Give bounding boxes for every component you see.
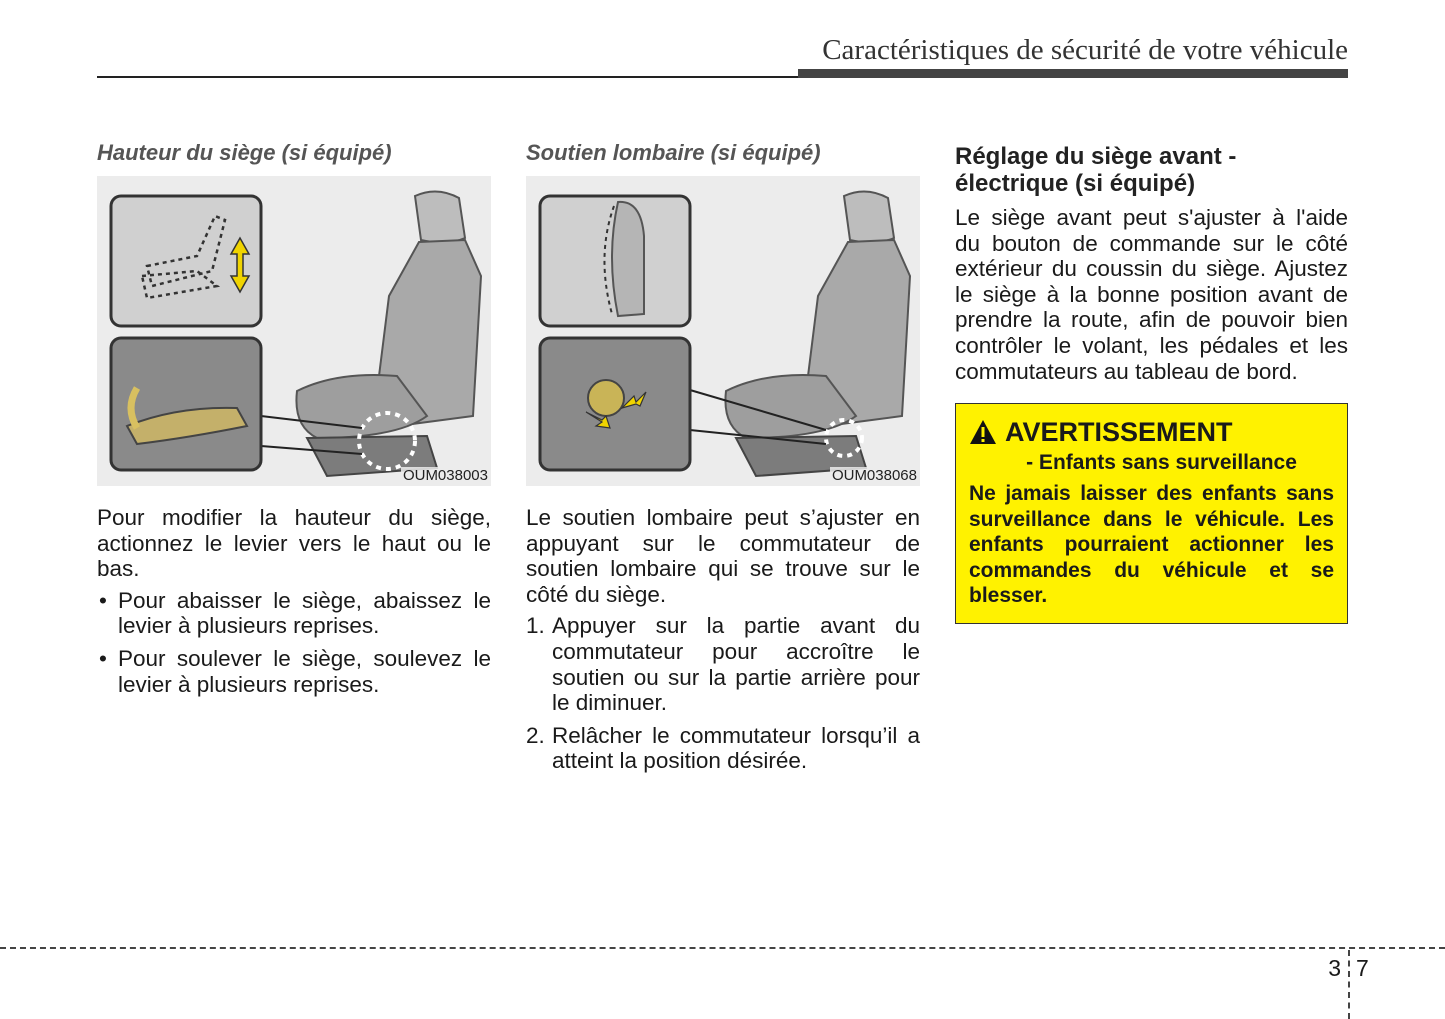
- seat-icon: [296, 191, 481, 476]
- header-rule-accent: [798, 69, 1348, 78]
- warning-box: [955, 403, 1348, 624]
- step-number: 2.: [526, 722, 545, 748]
- section-heading: Réglage du siège avant - électrique (si équipé): [955, 143, 1237, 197]
- column-seat-height: [97, 136, 491, 704]
- footer-rule: [0, 947, 1445, 949]
- list-item: [97, 646, 491, 697]
- list-item-text: Appuyer sur la partie avant du commutateur pour accroître le soutien ou sur la partie arrière pour le diminuer.: [552, 613, 920, 716]
- section-title: Hauteur du siège (si équipé): [97, 140, 392, 165]
- seat-illustration: [526, 176, 920, 486]
- bullet-mark: •: [99, 645, 107, 671]
- list-item-text: Relâcher le commutateur lorsqu’il a atteint la position désirée.: [552, 722, 920, 774]
- page-number: 7: [1356, 955, 1369, 981]
- warning-title: AVERTISSEMENT: [1005, 417, 1233, 448]
- page-header-title: Caractéristiques de sécurité de votre véhicule: [822, 34, 1348, 66]
- body-paragraph: Le siège avant peut s'ajuster à l'aide du bouton de commande sur le côté extérieur du coussin du siège. Ajustez le siège à la bonne position avant de prendre la route, afin de pouvoir bien contrôler le volant, les pédales et les commutateurs au tableau de bord.: [955, 205, 1348, 384]
- bullet-mark: •: [99, 587, 107, 613]
- column-power-seat: [955, 136, 1348, 624]
- figure-code: OUM038003: [402, 467, 488, 484]
- figure-code: OUM038068: [831, 467, 917, 484]
- warning-subtitle: - Enfants sans surveillance: [1026, 451, 1297, 475]
- list-item-text: Pour soulever le siège, soulevez le levier à plusieurs reprises.: [118, 645, 491, 697]
- list-item: [97, 588, 491, 639]
- column-lumbar: [526, 136, 920, 781]
- step-number: 1.: [526, 613, 545, 639]
- list-item-text: Pour abaisser le siège, abaissez le levier à plusieurs reprises.: [118, 587, 491, 639]
- section-title: Soutien lombaire (si équipé): [526, 140, 821, 165]
- seat-illustration: [97, 176, 491, 486]
- warning-header: [969, 418, 1334, 446]
- bullet-list: [97, 588, 491, 697]
- footer-divider: [1348, 950, 1350, 1019]
- seat-icon: [725, 191, 910, 476]
- seat-height-figure: [97, 176, 491, 486]
- intro-paragraph: Le soutien lombaire peut s’ajuster en appuyant sur le commutateur de soutien lombaire qui se trouve sur le côté du siège.: [526, 505, 920, 607]
- section-number: 3: [1328, 955, 1341, 981]
- warning-triangle-icon: [969, 419, 997, 445]
- intro-paragraph: Pour modifier la hauteur du siège, actionnez le levier vers le haut ou le bas.: [97, 505, 491, 582]
- list-item: [526, 613, 920, 715]
- numbered-list: [526, 613, 920, 774]
- list-item: [526, 723, 920, 774]
- warning-body: Ne jamais laisser des enfants sans surveillance dans le véhicule. Les enfants pourraient actionner les commandes du véhicule et se blesser.: [969, 482, 1334, 608]
- lumbar-figure: [526, 176, 920, 486]
